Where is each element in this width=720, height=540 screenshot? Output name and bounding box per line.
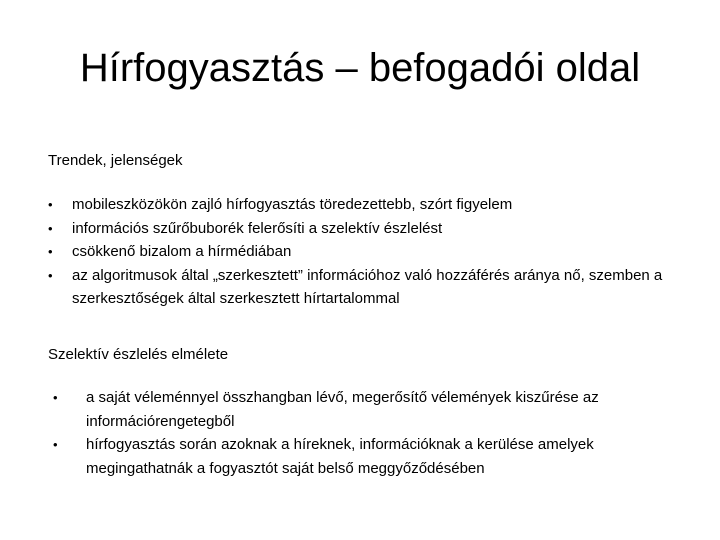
- slide-title: Hírfogyasztás – befogadói oldal: [79, 46, 641, 90]
- list-item-text: információs szűrőbuborék felerősíti a szelektív észlelést: [72, 219, 443, 237]
- bullet-icon: •: [48, 267, 53, 283]
- list-item: [48, 240, 672, 264]
- list-item: [53, 386, 676, 433]
- list-item-text: csökkenő bizalom a hírmédiában: [72, 243, 292, 260]
- bullet-icon: •: [48, 220, 53, 236]
- section-heading-trends: Trendek, jelenségek: [48, 152, 183, 169]
- list-item: [48, 217, 672, 241]
- bullet-icon: •: [53, 390, 58, 405]
- list-item-text: hírfogyasztás során azoknak a híreknek, információknak a kerülése amelyek megingathatnák a fogyasztót saját belső meggyőződésében: [86, 436, 594, 477]
- list-item-text: a saját véleménnyel összhangban lévő, megerősítő vélemények kiszűrése az információrengetegből: [86, 389, 599, 430]
- bullet-icon: •: [48, 244, 53, 259]
- selective-perception-bullet-list: [53, 386, 676, 480]
- bullet-icon: •: [48, 197, 53, 212]
- list-item: [48, 193, 672, 217]
- list-item: [48, 264, 672, 311]
- trends-bullet-list: [48, 193, 672, 311]
- bullet-icon: •: [53, 437, 58, 452]
- section-heading-selective-perception: Szelektív észlelés elmélete: [48, 346, 229, 363]
- list-item-text: mobileszközökön zajló hírfogyasztás töredezettebb, szórt figyelem: [72, 196, 513, 213]
- list-item: [53, 433, 676, 480]
- list-item-text: az algoritmusok által „szerkesztett” információhoz való hozzáférés aránya nő, szemben a szerkesztőségek által szerkesztett hírtartalommal: [72, 266, 663, 307]
